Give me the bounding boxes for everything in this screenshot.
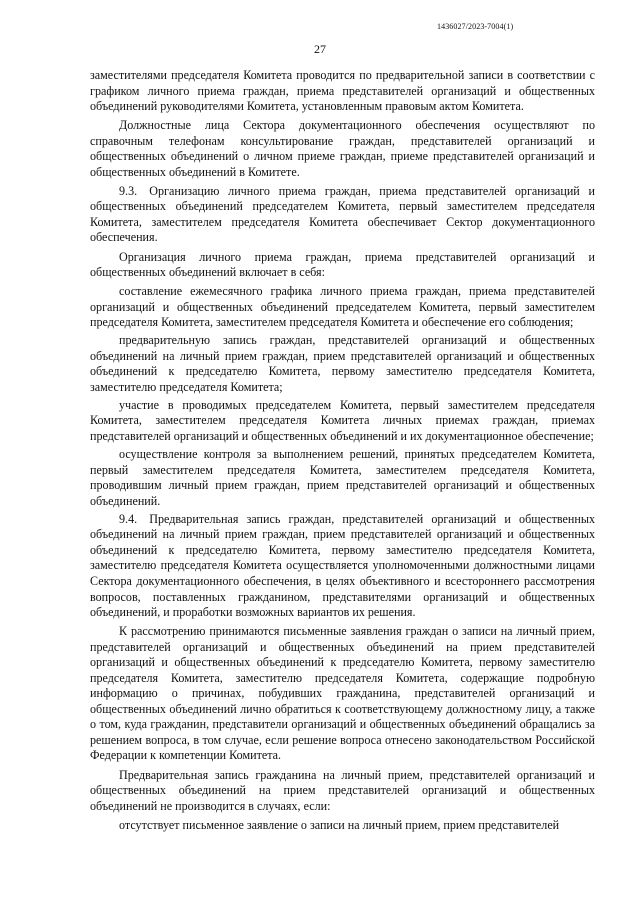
list-item: предварительную запись граждан, представителей организаций и общественных объединений на личный прием граждан, прием представителей организаций и общественных объединений к председателю Комитета, первому заместителю председателя Комитета, заместителю председателя Комитета;	[90, 333, 595, 394]
page-number: 27	[314, 42, 326, 56]
paragraph: Предварительная запись гражданина на личный прием, представителей организаций и общественных объединений на прием представителей организаций и общественных объединений не производится в случаях, если:	[90, 767, 595, 813]
list-item: отсутствует письменное заявление о записи на личный прием, прием представителей	[119, 817, 560, 832]
paragraph: К рассмотрению принимаются письменные заявления граждан о записи на личный прием, представителей организаций и общественных объединений на прием представителей организаций и общественных объединений к председателю Комитета, первому заместителю председателя Комитета, заместителю председателя Комитета, содержащие подробную информацию о причинах, побудивших гражданина, представителей организаций и общественных объединений лично обратиться к соответствующему должностному лицу, а также о том, куда гражданин, представители организаций и общественных объединений обращались за решением вопроса, в том случае, если решение вопроса отнесено законодательством Российской Федерации к компетенции Комитета.	[90, 624, 595, 763]
paragraph-9-3: 9.3. Организацию личного приема граждан, приема представителей организаций и общественных объединений председателем Комитета, первый заместителем председателя Комитета, заместителем председателя Комитета обеспечивает Сектор документационного обеспечения.	[90, 183, 595, 245]
paragraph: Организация личного приема граждан, приема представителей организаций и общественных объединений включает в себя:	[90, 249, 595, 280]
paragraph-9-4: 9.4. Предварительная запись граждан, представителей организаций и общественных объединений на личный прием граждан, прием представителей организаций и общественных объединений к председателю Комитета, первому заместителю председателя Комитета, заместителю председателя Комитета осуществляется уполномоченными должностными лицами Сектора документационного обеспечения, в целях объективного и всестороннего рассмотрения вопросов, поставленных гражданином, представителями организаций и общественных объединений, и проработки возможных вариантов их решения.	[90, 511, 595, 620]
document-registration-number: 1436027/2023-7004(1)	[437, 22, 514, 31]
document-body	[90, 68, 595, 836]
paragraph: Должностные лица Сектора документационного обеспечения осуществляют по справочным телефонам консультирование граждан, представителей организаций и общественных объединений о личном приеме граждан, приеме представителей организаций и общественных объединений в Комитете.	[90, 118, 595, 179]
list-item: участие в проводимых председателем Комитета, первый заместителем председателя Комитета, заместителем председателя Комитета личных приемах граждан, приемах представителей организаций и общественных объединений и их документационное обеспечение;	[90, 397, 595, 444]
list-item: осуществление контроля за выполнением решений, принятых председателем Комитета, первый заместителем председателя Комитета, заместителем председателя Комитета, проводившим личный прием граждан, прием представителей организаций и общественных объединений.	[90, 447, 595, 508]
paragraph: заместителями председателя Комитета проводится по предварительной записи в соответствии с графиком личного приема граждан, приема представителей организаций и общественных объединений руководителями Комитета, установленным правовым актом Комитета.	[90, 68, 595, 114]
list-item: составление ежемесячного графика личного приема граждан, приема представителей организаций и общественных объединений председателем Комитета, первый заместителем председателя Комитета, заместителем председателя Комитета и обеспечение его соблюдения;	[90, 284, 595, 330]
